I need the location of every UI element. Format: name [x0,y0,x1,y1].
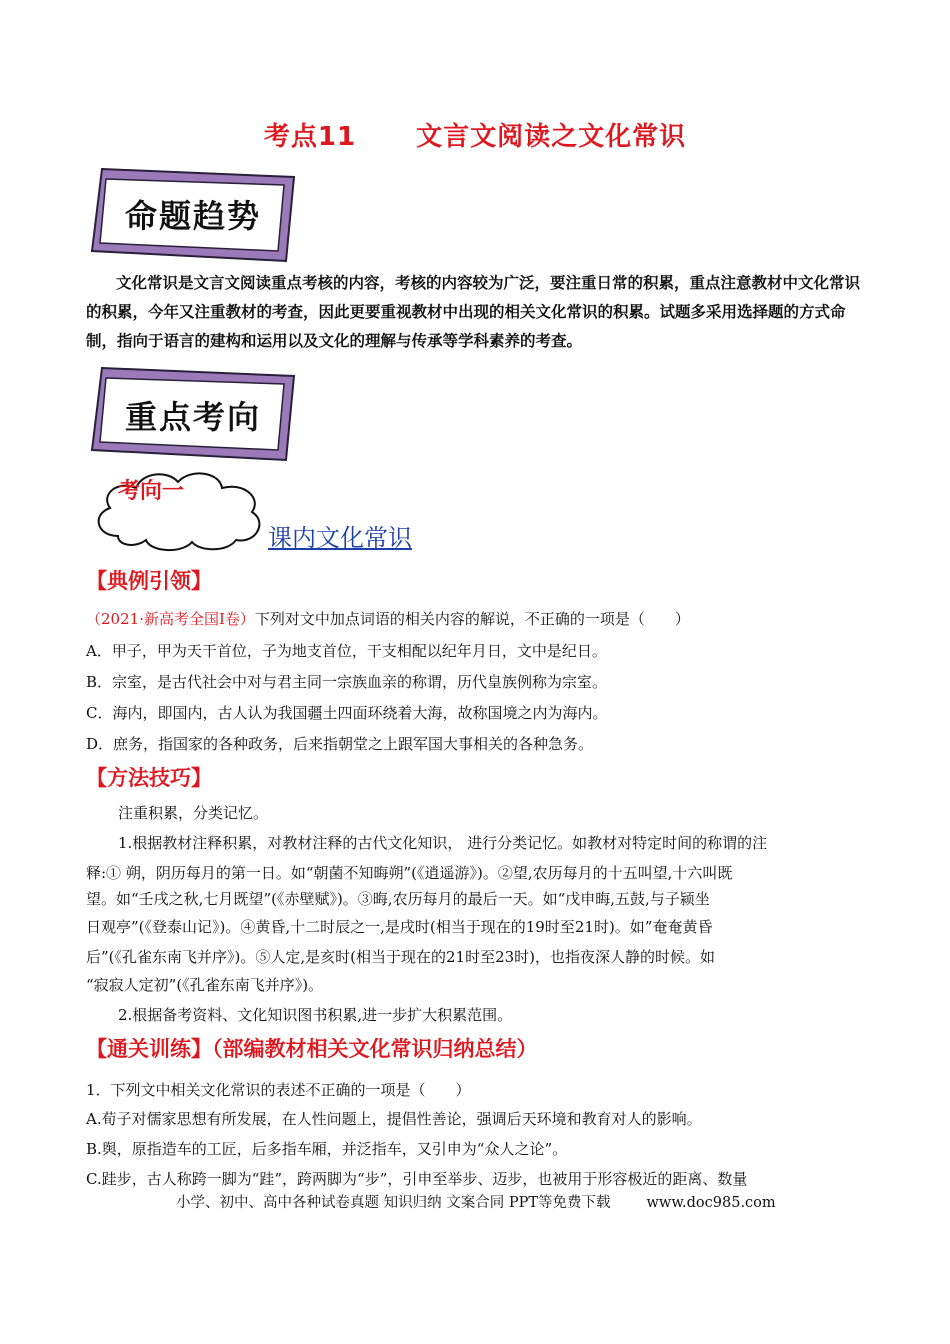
training-option-b: B.舆，原指造车的工匠，后多指车厢，并泛指车，又引申为“众人之论”。 [86,1140,568,1158]
training-option-a: A.荀子对儒家思想有所发展，在人性问题上，提倡性善论，强调后天环境和教育对人的影响。 [86,1110,702,1128]
example-question [86,604,886,634]
example-option-b: B．宗室，是古代社会中对与君主同一宗族血亲的称谓，历代皇族例称为宗室。 [86,673,608,691]
method-p1-line1: 1.根据教材注释积累，对教材注释的古代文化知识， 进行分类记忆。如教材对特定时间的称谓的注 [118,834,768,852]
example-option-a: A．甲子，甲为天干首位，子为地支首位，干支相配以纪年月日，文中是纪日。 [86,642,607,660]
example-option-c: C．海内，即国内，古人认为我国疆土四面环绕着大海，故称国境之内为海内。 [86,704,608,722]
section-banner-trend [88,165,298,265]
method-p1-line5: 后”(《孔雀东南飞并序》)。⑤人定,是亥时(相当于现在的21时至23时)，也指夜深人静的时候。如 [86,948,716,966]
footer-text: 小学、初中、高中各种试卷真题 知识归纳 文案合同 PPT等免费下载 [176,1195,611,1211]
example-option-d: D．庶务，指国家的各种政务，后来指朝堂之上跟军国大事相关的各种急务。 [86,735,594,753]
method-p1-line3: 望。如“壬戌之秋,七月既望”(《赤壁赋》)。③晦,农历每月的最后一天。如“戊申晦,五鼓,与子颍坐 [86,890,710,908]
banner-trend-label: 命题趋势 [124,197,261,235]
direction-topic-link[interactable]: 课内文化常识 [268,524,412,552]
banner-focus-label: 重点考向 [124,398,261,436]
training-question: 1．下列文中相关文化常识的表述不正确的一项是（ ） [86,1081,471,1099]
example-heading: 【典例引领】 [86,569,212,593]
training-option-c: C.跬步，古人称跨一脚为“跬”，跨两脚为“步”，引申至举步、迈步，也被用于形容极近的距离、数量 [86,1170,748,1188]
footer [176,1191,776,1212]
method-p1-line6: “寂寂人定初”(《孔雀东南飞并序》)。 [86,976,324,994]
title-part1: 考点11 [263,122,357,152]
method-p1-line4: 日观亭”(《登泰山记》)。④黄昏,十二时辰之一,是戌时(相当于现在的19时至21时)。如”奄奄黄昏 [86,918,713,936]
example-question-text: 下列对文中加点词语的相关内容的解说，不正确的一项是（ ） [254,610,690,628]
section-banner-focus [88,364,298,464]
title-part2: 文言文阅读之文化常识 [416,122,687,152]
trend-paragraph: 文化常识是文言文阅读重点考核的内容，考核的内容较为广泛，要注重日常的积累，重点注意教材中文化常识的积累，今年又注重教材的考查，因此更要重视教材中出现的相关文化常识的积累。试题多采用选择题的方式命制，指向于语言的建构和运用以及文化的理解与传承等学科素养的考查。 [86,274,861,350]
method-p1-line2: 释:① 朔，阴历每月的第一日。如“朝菌不知晦朔”(《逍遥游》)。②望,农历每月的十五叫望,十六叫既 [86,864,733,882]
example-source: （2021·新高考全国I卷） [86,610,255,628]
method-p2: 2.根据备考资料、文化知识图书积累,进一步扩大积累范围。 [118,1006,513,1024]
footer-site-link[interactable]: www.doc985.com [646,1195,776,1211]
page-title [0,116,950,153]
method-heading: 【方法技巧】 [86,766,212,790]
training-heading: 【通关训练】（部编教材相关文化常识归纳总结） [86,1037,538,1061]
direction-label: 考向一 [118,479,185,504]
method-intro: 注重积累，分类记忆。 [118,804,269,822]
